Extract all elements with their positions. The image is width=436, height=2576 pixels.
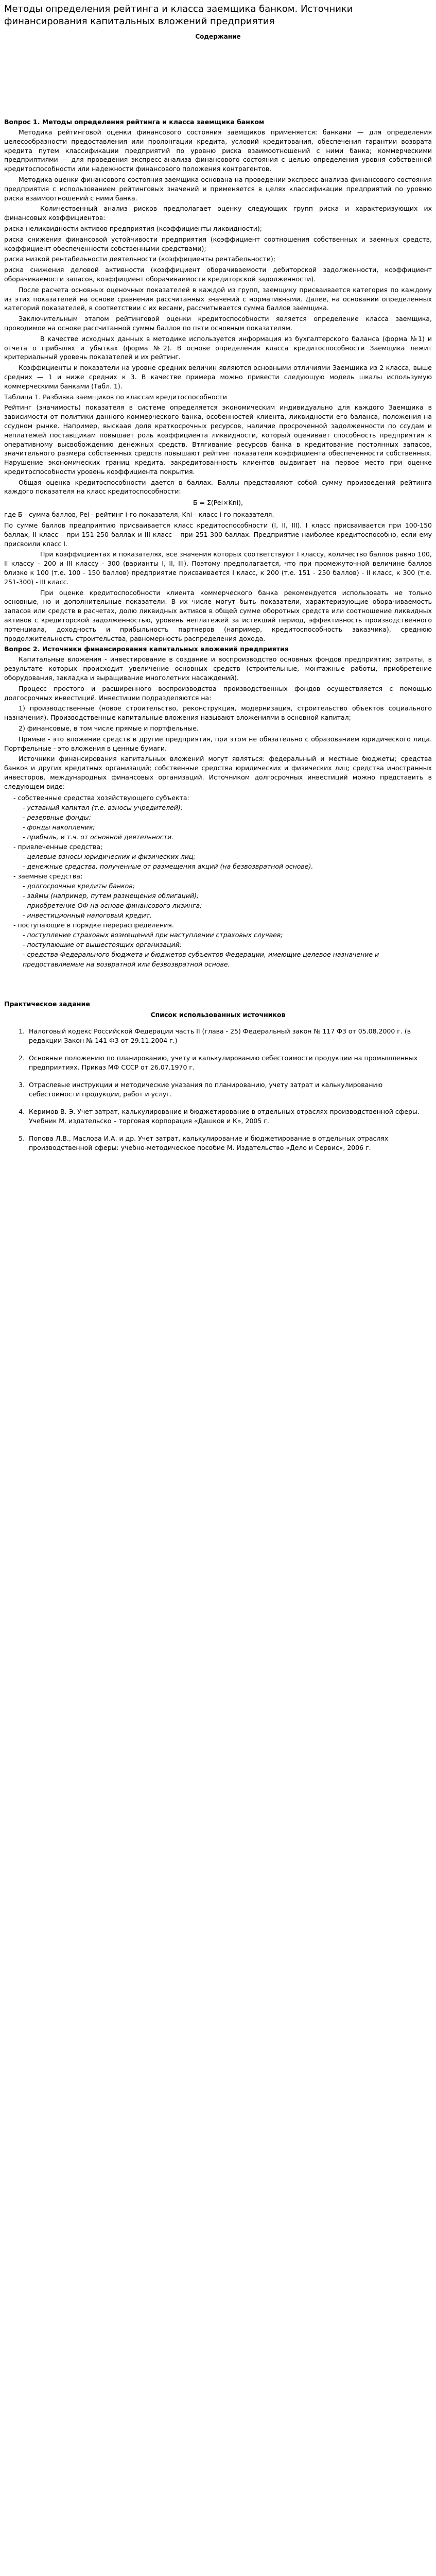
paragraph: Процесс простого и расширенного воспроизводства производственных фондов осуществляется с помощью долгосрочных инвестиций. Инвестиции подразделяются на:: [4, 684, 432, 702]
list-item: - денежные средства, полученные от размещения акций (на безвозвратной основе).: [23, 862, 313, 870]
list-item: - уставный капитал (т.е. взносы учредителей);: [23, 803, 183, 811]
risk-item: риска снижения деловой активности (коэффициент оборачиваемости дебиторской задолженности, коэффициент оборачиваемости запасов, коэффициент оборачиваемости кредиторской задолженности).: [4, 266, 432, 283]
paragraph: Заключительным этапом рейтинговой оценки кредитоспособности является определение класса заемщика, проводимое на основе рассчитанной суммы баллов по пяти основным показателям.: [4, 315, 432, 332]
paragraph: Капитальные вложения - инвестирование в создание и воспроизводство основных фондов предприятия; затраты, в результате которых происходит увеличение основных средств (строительные, монтажные работы, приобретение оборудования, закладка и выращивание многолетних насаждений).: [4, 655, 432, 682]
score-formula: Б = Σ(Pei×Kni),: [193, 499, 243, 507]
paragraph: где Б - сумма баллов, Pei - рейтинг i-го показателя, Kni - класс i-го показателя.: [4, 511, 274, 519]
list-item: - инвестиционный налоговый кредит.: [23, 911, 152, 919]
list-item: - поступление страховых возмещений при наступлении страховых случаев;: [23, 930, 283, 939]
practice-heading: Практическое задание: [4, 999, 90, 1008]
paragraph: Прямые - это вложение средств в другие предприятия, при этом не обязательно с образованием юридического лица. Портфельные - это вложения в ценные бумаги.: [4, 735, 432, 752]
paragraph: По сумме баллов предприятию присваивается класс кредитоспособности (I, II, III). I класс присваивается при 100-150 баллах, II класс – при 151-250 баллах и III класс – при 251-300 баллах. Предприятие наиболее кредитоспособно, если ему присвоили класс I.: [4, 521, 432, 548]
list-item: - фонды накопления;: [23, 823, 95, 831]
list-item: - займы (например, путем размещения облигаций);: [23, 891, 199, 900]
list-item: - собственные средства хозяйствующего субъекта:: [13, 793, 189, 802]
paragraph: Источники финансирования капитальных вложений могут являться: федеральный и местные бюджеты; средства банков и других кредитных организаций; собственные средства юридических и физических лиц; средства иностранных инвесторов, международных финансовых организаций. Источником долгосрочных инвестиций можно представить в следующем виде:: [4, 755, 432, 790]
reference-item: 1. Налоговый кодекс Российской Федерации часть II (глава - 25) Федеральный закон № 117 Ф3 от 05.08.2000 г. (в редакции Закон № 141 Ф3 от 29.11.2004 г.): [27, 1027, 432, 1045]
document-page: [0, 0, 436, 1181]
paragraph: Методика оценки финансового состояния заемщика основана на проведении экспресс-анализа финансового состояния предприятия с использованием рейтинговых значений и применяется в целях классификации предприятий по уровню риска взаимоотношений с ними банка.: [4, 175, 432, 202]
list-item: - резервные фонды;: [23, 813, 91, 821]
references-list: [4, 1027, 432, 1153]
section1-heading: Вопрос 1. Методы определения рейтинга и класса заемщика банком: [4, 118, 265, 126]
document-title: Методы определения рейтинга и класса заемщика банком. Источники финансирования капитальных вложений предприятия: [4, 4, 353, 27]
list-item: - средства Федерального бюджета и бюджетов субъектов Федерации, имеющие целевое назначение и предоставляемые на возвратной или безвозвратной основе.: [23, 950, 379, 968]
paragraph: Количественный анализ рисков предполагает оценку следующих групп риска и характеризующих их финансовых коэффициентов:: [4, 205, 432, 222]
list-item: - приобретение ОФ на основе финансового лизинга;: [23, 901, 202, 909]
list-item: - целевые взносы юридических и физических лиц;: [23, 852, 196, 860]
references-heading: Список использованных источников: [150, 1010, 286, 1019]
risk-item: риска низкой рентабельности деятельности (коэффициенты рентабельности);: [4, 255, 275, 263]
reference-item: 3. Отраслевые инструкции и методические указания по планированию, учету затрат и калькулированию себестоимости продукции, работ и услуг.: [27, 1080, 432, 1099]
table-caption: Таблица 1. Разбивка заемщиков по классам кредитоспособности: [4, 393, 227, 401]
paragraph: При коэффициентах и показателях, все значения которых соответствуют I классу, количество баллов равно 100, II классу – 200 и III классу - 300 (варианты I, II, III). Поэтому предполагается, что при промежуточной величине баллов близко к 100 (т.е. 100 - 150 баллов) предприятие присваивается I класс, к 200 (т.е. 151 - 250 баллов) - II класс, к 300 (т.е. 251-300) - III класс.: [4, 550, 432, 586]
paragraph: После расчета основных оценочных показателей в каждой из групп, заемщику присваивается категория по каждому из этих показателей на основе сравнения рассчитанных значений с нормативными. Далее, на основании определенных категорий показателей, в соответствии с их весами, рассчитывается сумма баллов заемщика.: [4, 285, 432, 312]
paragraph: Коэффициенты и показатели на уровне средних величин являются основными отличиями Заемщика из 2 класса, выше средних — 1 и ниже средних к 3. В качестве примера можно привести следующую модель шкалы использумую коммерческими банками (Табл. 1).: [4, 364, 432, 390]
reference-item: 5. Попова Л.В., Маслова И.А. и др. Учет затрат, калькулирование и бюджетирование в отдельных отраслях производственной сферы: учебно-методическое пособие М. Издательство «Дело и Сервис», 2006 г.: [27, 1134, 432, 1153]
list-item: - поступающие в порядке перераспределения.: [13, 921, 174, 929]
risk-item: риска неликвидности активов предприятия (коэффициенты ликвидности);: [4, 224, 262, 232]
funding-sources-list: [4, 793, 432, 969]
toc-heading: Содержание: [195, 33, 241, 40]
risk-item: риска снижения финансовой устойчивости предприятия (коэффициент соотношения собственных и заемных средств, коэффициент обеспеченности собственными средствами);: [4, 235, 432, 252]
investment-type: 1) производственные (новое строительство, реконструкция, модернизация, строительство объектов социального назначения). Производственные капитальные вложения называют вложениями в основной капитал;: [4, 704, 432, 722]
paragraph: В качестве исходных данных в методике используется информация из бухгалтерского баланса (форма №1) и отчета о прибылях и убытках (форма №2). В основе определения класса кредитоспособности Заемщика лежит критериальный уровень показателей и их рейтинг.: [4, 334, 432, 361]
list-item: - заемные средства;: [13, 872, 83, 880]
paragraph: Методика рейтинговой оценки финансового состояния заемщиков применяется: банками — для определения целесообразности предоставления или пролонгации кредита, условий кредитования, обеспечения гарантии возврата кредита путем классификации предприятий по уровню риска взаимоотношений с ними банка; коммерческими предприятиями — для проведения экспресс-анализа финансового состояния с целью определения уровня собственной кредитоспособности или надежности финансового положения контрагентов.: [4, 128, 432, 173]
list-item: - долгосрочные кредиты банков;: [23, 882, 135, 890]
list-item: - прибыль, и т.ч. от основной деятельности.: [23, 833, 174, 841]
list-item: - привлеченные средства;: [13, 842, 103, 851]
section2-heading: Вопрос 2. Источники финансирования капитальных вложений предприятия: [4, 645, 289, 653]
investment-type: 2) финансовые, в том числе прямые и портфельные.: [19, 724, 199, 733]
reference-item: 4. Керимов В. Э. Учет затрат, калькулирование и бюджетирование в отдельных отраслях производственной сферы. Учебник М. издательско – торговая корпорация «Дашков и К», 2005 г.: [27, 1107, 432, 1126]
reference-item: 2. Основные положению по планированию, учету и калькулированию себестоимости продукции на промышленных предприятиях. Приказ МФ СССР от 26.07.1970 г.: [27, 1054, 432, 1072]
paragraph: Рейтинг (значимость) показателя в системе определяется экономическим индивидуально для каждого Заемщика в зависимости от политики данного коммерческого банка, особенностей клиента, ликвидности его баланса, положения на ссудном рынке. Например, выскаая доля краткосрочных ресурсов, наличие просроченной задолженности по ссудам и неплатежей поставщикам повышает роль коэффициента ликвидности, который оценивает способность предприятия к оперативному высвобождению денежных средств. Втягивание ресурсов банка в кредитование постоянных запасов, значительного размера собственных средств повышают рейтинг показателя коэффициента обеспеченности собственных. Нарушение экономических границ кредита, закредитованность клиентов выдвигает на первое место при оценке кредитоспособности уровень коэффициента покрытия.: [4, 403, 432, 476]
paragraph: Общая оценка кредитоспособности дается в баллах. Баллы представляют собой сумму произведений рейтинга каждого показателя на класс кредитоспособности:: [4, 478, 432, 496]
paragraph: При оценке кредитоспособности клиента коммерческого банка рекомендуется использовать не только основные, но и дополнительные показатели. В их числе могут быть показатели, характеризующие оборачиваемость запасов или средств в расчетах, долю ликвидных активов в общей сумме оборотных средств или соотношение ликвидных активов с кредиторской задолженностью, уровень неплатежей за истекший период, эффективность производственного потенциала, доходность и прибыльность партнеров (например, кредитоспособность заказчика), среднюю продолжительность строительства, равномерность распределения дохода.: [4, 588, 432, 642]
list-item: - поступающие от вышестоящих организаций;: [23, 940, 182, 948]
